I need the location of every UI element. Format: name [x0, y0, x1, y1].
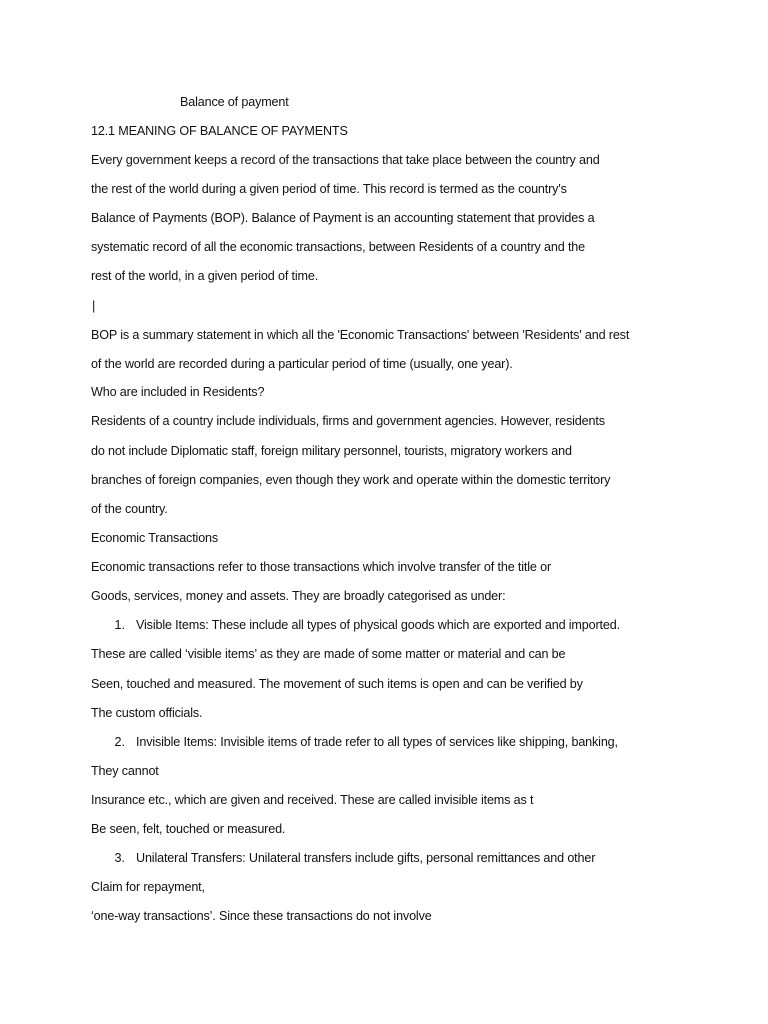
list-item-text: Invisible Items: Invisible items of trade refer to all types of services like shipping, banking,	[136, 735, 618, 749]
paragraph-line: Every government keeps a record of the transactions that take place between the country and	[91, 153, 600, 167]
paragraph-line: Economic transactions refer to those transactions which involve transfer of the title or	[91, 560, 551, 574]
list-item-continuation: These are called ‘visible items’ as they are made of some matter or material and can be	[91, 647, 566, 661]
paragraph-line: systematic record of all the economic transactions, between Residents of a country and the	[91, 240, 586, 254]
paragraph-line: branches of foreign companies, even though they work and operate within the domestic territory	[91, 473, 611, 487]
list-item-continuation: The custom officials.	[91, 706, 203, 720]
list-item-text: Unilateral Transfers: Unilateral transfers include gifts, personal remittances and other	[136, 851, 596, 865]
list-item-continuation: Seen, touched and measured. The movement of such items is open and can be verified by	[91, 677, 583, 691]
paragraph-line: Balance of Payments (BOP). Balance of Payment is an accounting statement that provides a	[91, 211, 595, 225]
paragraph-line: do not include Diplomatic staff, foreign military personnel, tourists, migratory workers and	[91, 444, 572, 458]
list-item-text: Visible Items: These include all types of physical goods which are exported and imported.	[136, 618, 620, 632]
list-item-number: 1.	[114, 618, 125, 632]
list-item-number: 2.	[114, 735, 125, 749]
list-item-number: 3.	[114, 851, 125, 865]
paragraph-line: rest of the world, in a given period of time.	[91, 269, 319, 283]
subheading: Economic Transactions	[91, 531, 219, 545]
question-line: Who are included in Residents?	[91, 385, 265, 399]
list-item-continuation: Insurance etc., which are given and received. These are called invisible items as t	[91, 793, 534, 807]
list-item-continuation: Claim for repayment,	[91, 880, 205, 894]
paragraph-line: Goods, services, money and assets. They are broadly categorised as under:	[91, 589, 506, 603]
text-cursor: |	[92, 298, 96, 313]
list-item-continuation: Be seen, felt, touched or measured.	[91, 822, 286, 836]
paragraph-line: of the world are recorded during a particular period of time (usually, one year).	[91, 357, 513, 371]
section-heading: 12.1 MEANING OF BALANCE OF PAYMENTS	[91, 124, 348, 138]
paragraph-line: Residents of a country include individuals, firms and government agencies. However, residents	[91, 414, 605, 428]
document-title: Balance of payment	[180, 95, 289, 109]
list-item-continuation: ‘one-way transactions’. Since these transactions do not involve	[91, 909, 432, 923]
list-item-continuation: They cannot	[91, 764, 159, 778]
paragraph-line: BOP is a summary statement in which all the 'Economic Transactions' between 'Residents' and rest	[91, 328, 630, 342]
paragraph-line: of the country.	[91, 502, 168, 516]
paragraph-line: the rest of the world during a given period of time. This record is termed as the country's	[91, 182, 567, 196]
